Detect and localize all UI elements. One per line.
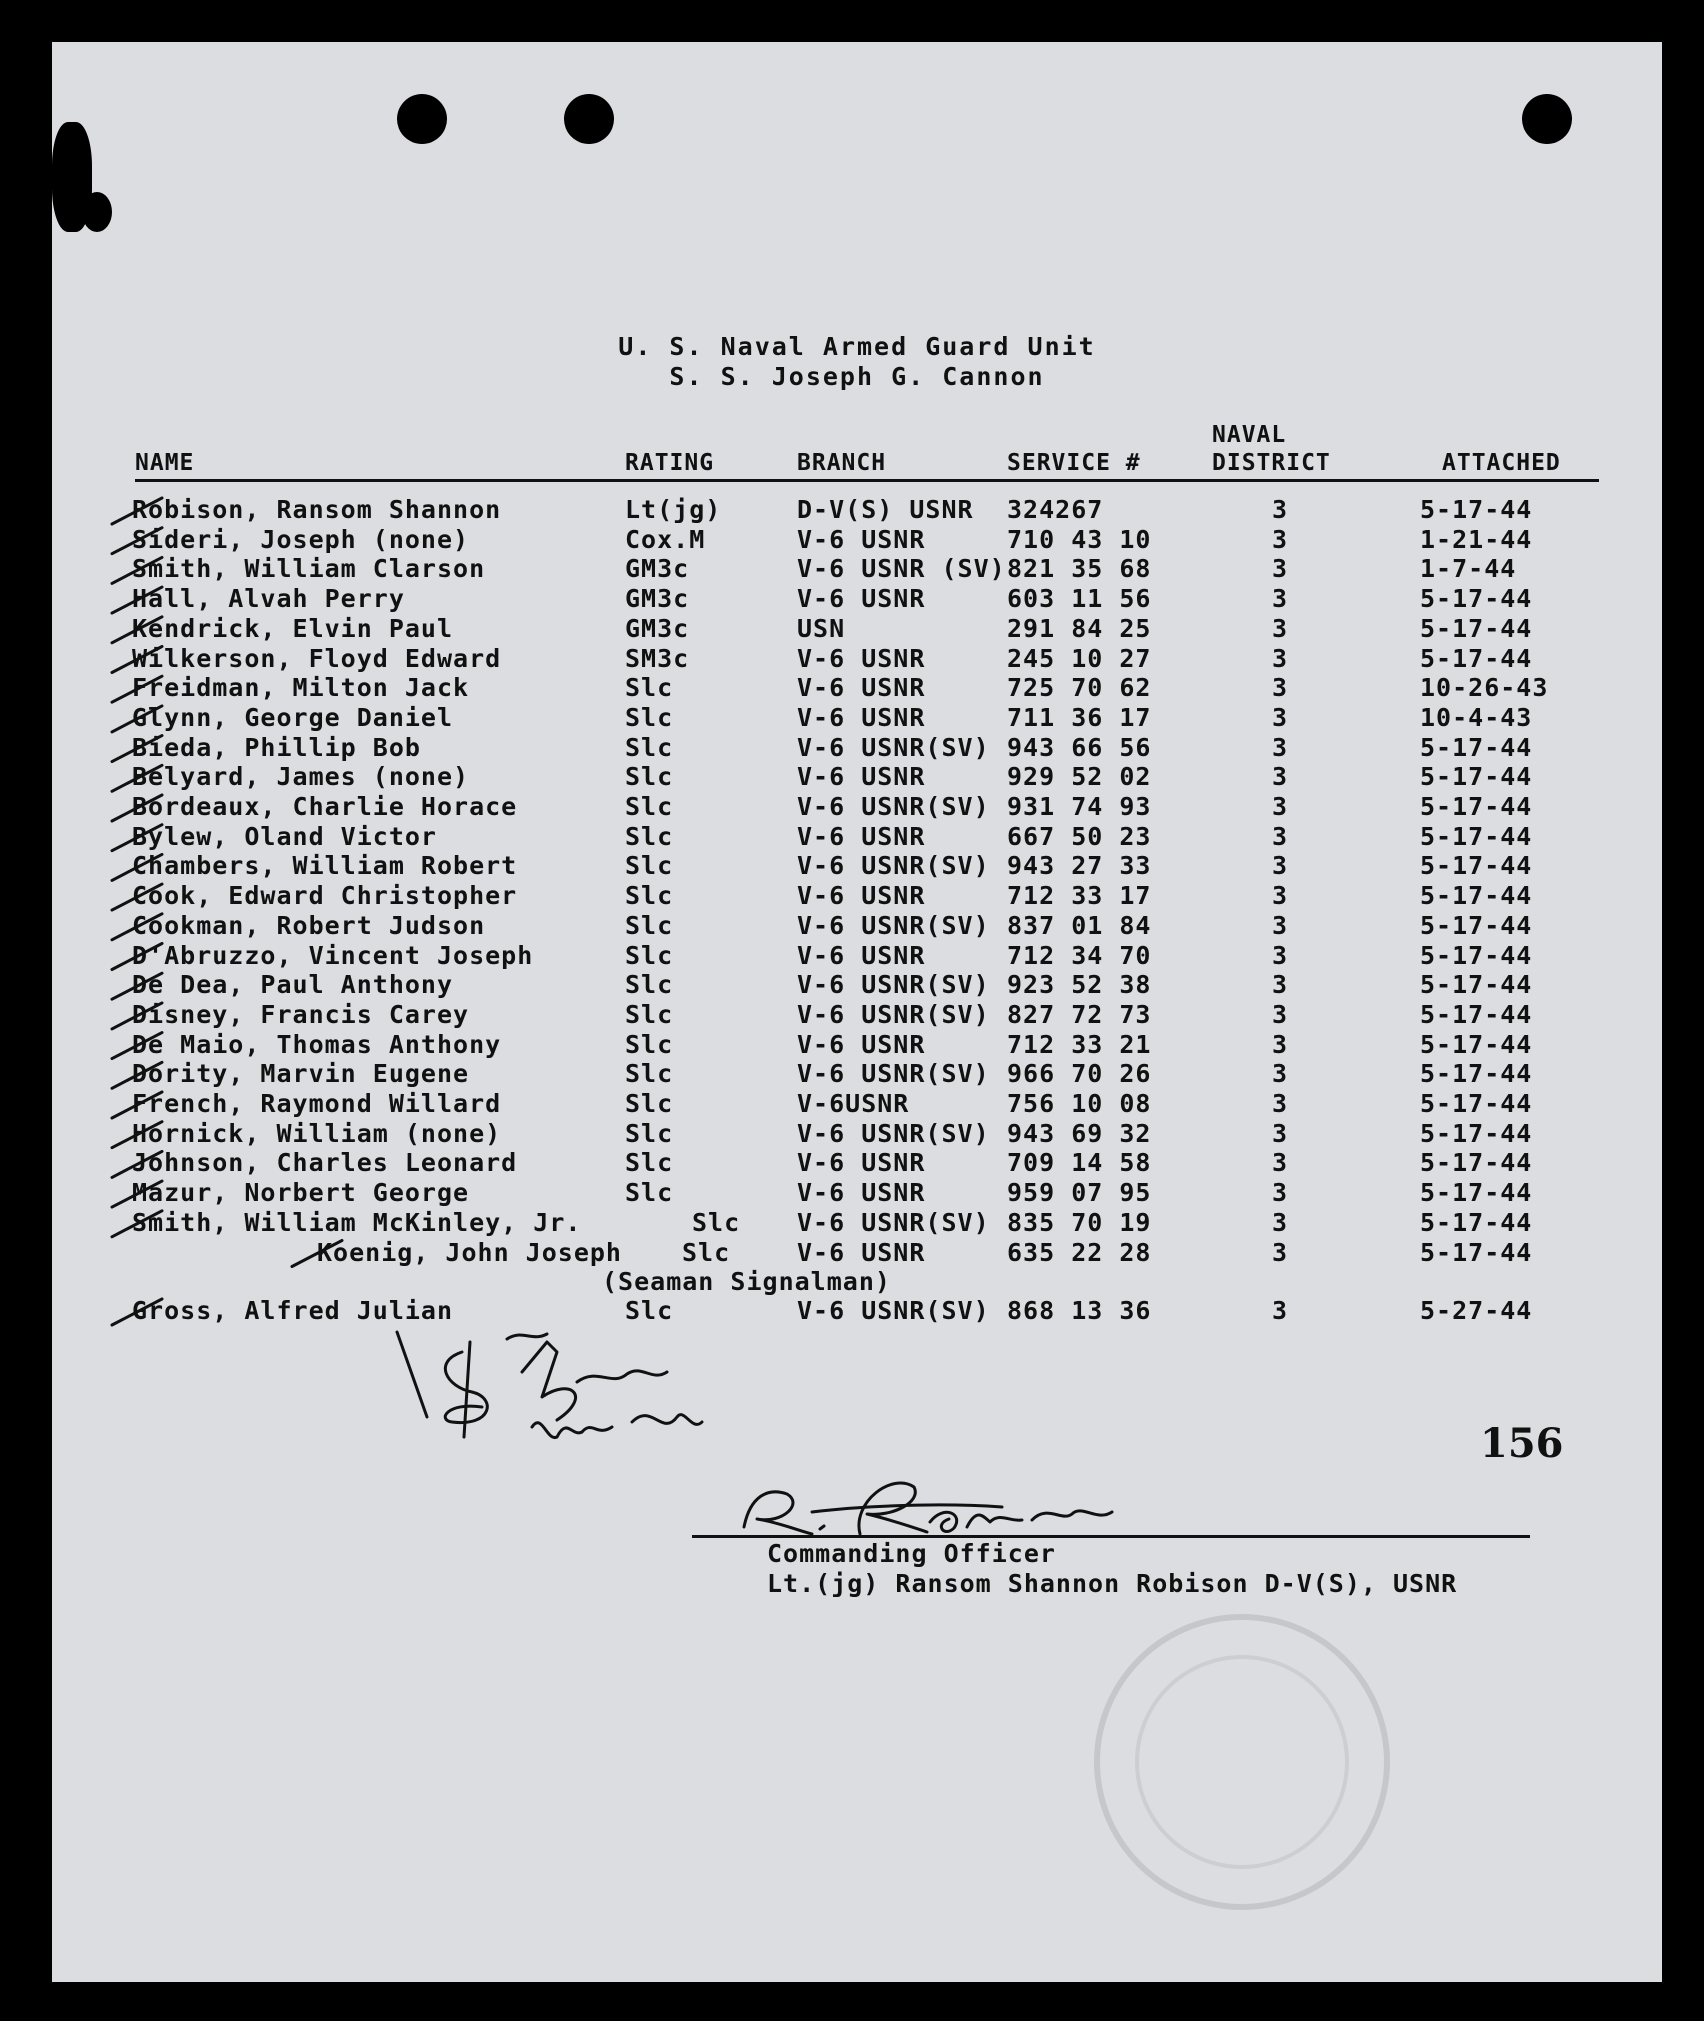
cell-rating: Slc xyxy=(625,851,674,881)
cell-district: 3 xyxy=(1272,1296,1289,1325)
cell-attached: 5-17-44 xyxy=(1420,1237,1533,1267)
cell-attached: 5-17-44 xyxy=(1420,613,1533,643)
cell-service: 667 50 23 xyxy=(1007,821,1152,851)
cell-service: 821 35 68 xyxy=(1007,554,1152,584)
cell-rating: Lt(jg) xyxy=(625,495,722,524)
embossed-seal-inner xyxy=(1137,1657,1347,1867)
column-header-district: DISTRICT xyxy=(1212,450,1331,476)
cell-rating: Slc xyxy=(625,1089,674,1118)
document-page xyxy=(52,42,1662,1982)
cell-rating: Slc xyxy=(625,940,674,970)
cell-attached: 5-27-44 xyxy=(1420,1296,1533,1325)
cell-name: Belyard, James (none) xyxy=(132,762,470,792)
cell-rating: Slc xyxy=(625,792,674,821)
cell-name: De Dea, Paul Anthony xyxy=(132,970,454,1000)
cell-attached: 5-17-44 xyxy=(1420,881,1533,911)
cell-name: Bordeaux, Charlie Horace xyxy=(132,792,518,821)
koenig-note: (Seaman Signalman) xyxy=(602,1267,891,1296)
cell-name: Glynn, George Daniel xyxy=(132,702,454,732)
cell-service: 635 22 28 xyxy=(1007,1237,1152,1267)
cell-name: Dority, Marvin Eugene xyxy=(132,1059,470,1089)
cell-district: 3 xyxy=(1272,851,1289,881)
cell-branch: V-6 USNR(SV) xyxy=(797,792,990,821)
cell-district: 3 xyxy=(1272,792,1289,821)
cell-district: 3 xyxy=(1272,1178,1289,1208)
cell-rating: GM3c xyxy=(625,584,690,614)
cell-attached: 5-17-44 xyxy=(1420,999,1533,1029)
cell-attached: 5-17-44 xyxy=(1420,792,1533,821)
cell-district: 3 xyxy=(1272,940,1289,970)
cell-district: 3 xyxy=(1272,881,1289,911)
cell-name: Wilkerson, Floyd Edward xyxy=(132,643,502,673)
cell-branch: V-6 USNR xyxy=(797,1178,926,1208)
cell-attached: 5-17-44 xyxy=(1420,1089,1533,1118)
cell-district: 3 xyxy=(1272,673,1289,703)
cell-service: 710 43 10 xyxy=(1007,524,1152,554)
cell-name: Koenig, John Joseph xyxy=(317,1237,622,1267)
cell-attached: 5-17-44 xyxy=(1420,495,1533,524)
cell-branch: V-6 USNR xyxy=(797,524,926,554)
cell-district: 3 xyxy=(1272,1059,1289,1089)
cell-attached: 5-17-44 xyxy=(1420,851,1533,881)
cell-rating: Slc xyxy=(625,970,674,1000)
cell-service: 245 10 27 xyxy=(1007,643,1152,673)
cell-service: 835 70 19 xyxy=(1007,1207,1152,1237)
cell-district: 3 xyxy=(1272,999,1289,1029)
cell-attached: 5-17-44 xyxy=(1420,643,1533,673)
embossed-seal-layer xyxy=(52,42,1662,1982)
cell-service: 868 13 36 xyxy=(1007,1296,1152,1325)
cell-attached: 5-17-44 xyxy=(1420,910,1533,940)
cell-rating: Slc xyxy=(692,1207,741,1237)
cell-name: Cook, Edward Christopher xyxy=(132,881,518,911)
cell-attached: 5-17-44 xyxy=(1420,1207,1533,1237)
cell-rating: Slc xyxy=(625,821,674,851)
cell-branch: V-6 USNR xyxy=(797,643,926,673)
column-header-rating: RATING xyxy=(625,450,715,476)
cell-attached: 10-26-43 xyxy=(1420,673,1549,703)
cell-attached: 5-17-44 xyxy=(1420,732,1533,762)
column-header-name: NAME xyxy=(135,450,195,476)
cell-district: 3 xyxy=(1272,643,1289,673)
column-header-attached: ATTACHED xyxy=(1442,450,1561,476)
cell-name: Bieda, Phillip Bob xyxy=(132,732,421,762)
cell-branch: V-6 USNR(SV) xyxy=(797,1296,990,1325)
cell-rating: SM3c xyxy=(625,643,690,673)
cell-attached: 1-7-44 xyxy=(1420,554,1517,584)
cell-district: 3 xyxy=(1272,1089,1289,1118)
cell-attached: 5-17-44 xyxy=(1420,584,1533,614)
cell-name: Chambers, William Robert xyxy=(132,851,518,881)
cell-district: 3 xyxy=(1272,613,1289,643)
cell-attached: 5-17-44 xyxy=(1420,1148,1533,1178)
cell-name: French, Raymond Willard xyxy=(132,1089,502,1118)
cell-branch: V-6 USNR xyxy=(797,762,926,792)
cell-service: 943 66 56 xyxy=(1007,732,1152,762)
column-header-service: SERVICE # xyxy=(1007,450,1141,476)
cell-rating: Slc xyxy=(625,1029,674,1059)
cell-name: Sideri, Joseph (none) xyxy=(132,524,470,554)
cell-name: Hornick, William (none) xyxy=(132,1118,502,1148)
cell-service: 923 52 38 xyxy=(1007,970,1152,1000)
page-number: 156 xyxy=(1480,1420,1564,1467)
cell-rating: Slc xyxy=(625,673,674,703)
cell-service: 837 01 84 xyxy=(1007,910,1152,940)
column-header-district-top: NAVAL xyxy=(1212,422,1287,448)
cell-branch: V-6 USNR(SV) xyxy=(797,999,990,1029)
cell-branch: USN xyxy=(797,613,846,643)
cell-name: Bylew, Oland Victor xyxy=(132,821,437,851)
cell-district: 3 xyxy=(1272,495,1289,524)
cell-attached: 5-17-44 xyxy=(1420,1118,1533,1148)
cell-service: 712 34 70 xyxy=(1007,940,1152,970)
cell-branch: V-6 USNR(SV) xyxy=(797,732,990,762)
cell-rating: Slc xyxy=(625,910,674,940)
cell-service: 929 52 02 xyxy=(1007,762,1152,792)
cell-district: 3 xyxy=(1272,702,1289,732)
cell-branch: V-6 USNR xyxy=(797,702,926,732)
cell-rating: Slc xyxy=(625,1296,674,1325)
cell-service: 827 72 73 xyxy=(1007,999,1152,1029)
cell-branch: V-6 USNR xyxy=(797,940,926,970)
cell-branch: V-6 USNR xyxy=(797,821,926,851)
cell-rating: GM3c xyxy=(625,613,690,643)
cell-attached: 5-17-44 xyxy=(1420,821,1533,851)
cell-district: 3 xyxy=(1272,1237,1289,1267)
cell-service: 756 10 08 xyxy=(1007,1089,1152,1118)
cell-name: Disney, Francis Carey xyxy=(132,999,470,1029)
cell-service: 959 07 95 xyxy=(1007,1178,1152,1208)
cell-district: 3 xyxy=(1272,762,1289,792)
cell-rating: Slc xyxy=(625,1118,674,1148)
cell-name: Robison, Ransom Shannon xyxy=(132,495,502,524)
cell-rating: Slc xyxy=(625,762,674,792)
signature-title: Commanding Officer xyxy=(767,1539,1056,1568)
cell-district: 3 xyxy=(1272,821,1289,851)
cell-service: 291 84 25 xyxy=(1007,613,1152,643)
cell-district: 3 xyxy=(1272,1148,1289,1178)
cell-name: Cookman, Robert Judson xyxy=(132,910,486,940)
cell-attached: 5-17-44 xyxy=(1420,762,1533,792)
cell-name: Hall, Alvah Perry xyxy=(132,584,405,614)
cell-district: 3 xyxy=(1272,1118,1289,1148)
cell-name: Johnson, Charles Leonard xyxy=(132,1148,518,1178)
cell-district: 3 xyxy=(1272,732,1289,762)
cell-rating: Slc xyxy=(625,881,674,911)
signature-name: Lt.(jg) Ransom Shannon Robison D-V(S), USNR xyxy=(767,1569,1458,1598)
cell-rating: Slc xyxy=(625,732,674,762)
cell-branch: D-V(S) USNR xyxy=(797,495,974,524)
cell-service: 709 14 58 xyxy=(1007,1148,1152,1178)
cell-name: Smith, William McKinley, Jr. xyxy=(132,1207,582,1237)
cell-name: Mazur, Norbert George xyxy=(132,1178,470,1208)
cell-service: 943 69 32 xyxy=(1007,1118,1152,1148)
cell-branch: V-6 USNR xyxy=(797,1237,926,1267)
ship-title: S. S. Joseph G. Cannon xyxy=(669,362,1045,391)
cell-rating: Slc xyxy=(625,702,674,732)
cell-branch: V-6 USNR(SV) xyxy=(797,970,990,1000)
cell-name: D'Abruzzo, Vincent Joseph xyxy=(132,940,534,970)
cell-rating: GM3c xyxy=(625,554,690,584)
cell-service: 931 74 93 xyxy=(1007,792,1152,821)
cell-district: 3 xyxy=(1272,524,1289,554)
cell-attached: 10-4-43 xyxy=(1420,702,1533,732)
cell-rating: Slc xyxy=(625,999,674,1029)
cell-service: 966 70 26 xyxy=(1007,1059,1152,1089)
cell-attached: 1-21-44 xyxy=(1420,524,1533,554)
cell-branch: V-6 USNR xyxy=(797,1148,926,1178)
cell-rating: Slc xyxy=(682,1237,731,1267)
unit-title: U. S. Naval Armed Guard Unit xyxy=(618,332,1096,361)
cell-branch: V-6 USNR xyxy=(797,1029,926,1059)
cell-rating: Cox.M xyxy=(625,524,706,554)
cell-branch: V-6 USNR xyxy=(797,584,926,614)
cell-attached: 5-17-44 xyxy=(1420,940,1533,970)
cell-name: De Maio, Thomas Anthony xyxy=(132,1029,502,1059)
cell-district: 3 xyxy=(1272,1029,1289,1059)
cell-branch: V-6 USNR(SV) xyxy=(797,910,990,940)
cell-service: 712 33 21 xyxy=(1007,1029,1152,1059)
cell-district: 3 xyxy=(1272,910,1289,940)
cell-branch: V-6 USNR(SV) xyxy=(797,851,990,881)
cell-service: 943 27 33 xyxy=(1007,851,1152,881)
cell-service: 603 11 56 xyxy=(1007,584,1152,614)
cell-service: 711 36 17 xyxy=(1007,702,1152,732)
cell-name: Kendrick, Elvin Paul xyxy=(132,613,454,643)
cell-rating: Slc xyxy=(625,1059,674,1089)
cell-district: 3 xyxy=(1272,584,1289,614)
cell-branch: V-6 USNR xyxy=(797,881,926,911)
cell-branch: V-6 USNR xyxy=(797,673,926,703)
column-header-branch: BRANCH xyxy=(797,450,887,476)
cell-rating: Slc xyxy=(625,1148,674,1178)
cell-branch: V-6 USNR (SV) xyxy=(797,554,1006,584)
cell-district: 3 xyxy=(1272,970,1289,1000)
cell-district: 3 xyxy=(1272,554,1289,584)
cell-attached: 5-17-44 xyxy=(1420,970,1533,1000)
cell-service: 725 70 62 xyxy=(1007,673,1152,703)
cell-name: Gross, Alfred Julian xyxy=(132,1296,454,1325)
cell-name: Freidman, Milton Jack xyxy=(132,673,470,703)
cell-name: Smith, William Clarson xyxy=(132,554,486,584)
cell-attached: 5-17-44 xyxy=(1420,1029,1533,1059)
cell-branch: V-6 USNR(SV) xyxy=(797,1118,990,1148)
embossed-seal xyxy=(1097,1617,1387,1907)
cell-branch: V-6 USNR(SV) xyxy=(797,1207,990,1237)
cell-rating: Slc xyxy=(625,1178,674,1208)
cell-service: 712 33 17 xyxy=(1007,881,1152,911)
cell-attached: 5-17-44 xyxy=(1420,1059,1533,1089)
cell-branch: V-6USNR xyxy=(797,1089,910,1118)
cell-branch: V-6 USNR(SV) xyxy=(797,1059,990,1089)
cell-attached: 5-17-44 xyxy=(1420,1178,1533,1208)
cell-district: 3 xyxy=(1272,1207,1289,1237)
cell-service: 324267 xyxy=(1007,495,1104,524)
